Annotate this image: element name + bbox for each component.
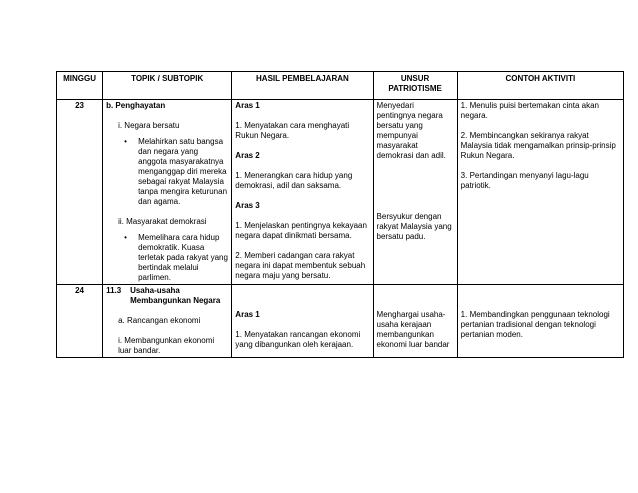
week-number: 24 [57,285,103,358]
table-row [57,100,624,285]
topic-number: 11.3 [106,286,122,295]
patriotism-cell [373,100,457,285]
list-item-text: Memelihara cara hidup demokratik. Kuasa terletak pada rakyat yang bertindak melalui parlimen. [138,233,228,282]
list-item [106,233,228,283]
header-unsur: UNSUR PATRIOTISME [373,72,457,100]
outcome-text: 2. Memberi cadangan cara rakyat negara ini dapat membentuk sebuah negara maju yang bersatu. [235,251,366,280]
subtopic: a. Rancangan ekonomi [118,316,201,325]
patriotism-text: Menyedari pentingnya negara bersatu yang mempunyai masyarakat demokrasi dan adil. [376,101,446,160]
subtopic: i. Negara bersatu [118,121,180,130]
header-minggu: MINGGU [57,72,103,100]
activity-text: 1. Membandingkan penggunaan teknologi pertanian tradisional dengan teknologi pertanian moden. [460,310,610,339]
outcome-text: 1. Menerangkan cara hidup yang demokrasi, adil dan saksama. [235,171,353,190]
activity-cell [457,285,623,358]
bullet-icon: • [124,233,127,242]
learning-outcome-cell [232,100,373,285]
topic-title: Usaha-usaha Membangunkan Negara [130,286,221,305]
activity-cell [457,100,623,285]
patriotism-text: Menghargai usaha-usaha kerajaan membangunkan ekonomi luar bandar [376,310,450,349]
outcome-text: 1. Menyatakan cara menghayati Rukun Negara. [235,121,350,140]
bullet-icon: • [124,137,127,146]
header-topik: TOPIK / SUBTOPIK [103,72,232,100]
level-label: Aras 1 [235,101,260,110]
level-label: Aras 3 [235,201,260,210]
subtopic: i. Membangunkan ekonomi luar bandar. [118,336,215,355]
patriotism-text: Bersyukur dengan rakyat Malaysia yang bersatu padu. [376,212,452,241]
list-item-text: Melahirkan satu bangsa dan negara yang anggota masyarakatnya menganggap diri mereka sebagai rakyat Malaysia tanpa mengira keturunan dan agama. [138,137,228,206]
header-aktiviti: CONTOH AKTIVITI [457,72,623,100]
table-row [57,285,624,358]
learning-outcome-cell [232,285,373,358]
topic-cell [103,100,232,285]
list-item [106,137,228,207]
subtopic: ii. Masyarakat demokrasi [118,217,207,226]
outcome-text: 1. Menjelaskan pentingnya kekayaan negara dapat dinikmati bersama. [235,221,367,240]
header-row [57,72,624,100]
topic-heading [106,286,228,306]
outcome-text: 1. Menyatakan rancangan ekonomi yang dibangunkan oleh kerajaan. [235,330,361,349]
level-label: Aras 2 [235,151,260,160]
level-label: Aras 1 [235,310,260,319]
topic-cell [103,285,232,358]
topic-heading: b. Penghayatan [106,101,166,110]
lesson-plan-table [56,71,624,358]
week-number: 23 [57,100,103,285]
activity-text: 2. Membincangkan sekiranya rakyat Malaysia tidak mengamalkan prinsip-prinsip Rukun Negara. [460,131,616,160]
activity-text: 1. Menulis puisi bertemakan cinta akan negara. [460,101,599,120]
header-hasil: HASIL PEMBELAJARAN [232,72,373,100]
activity-text: 3. Pertandingan menyanyi lagu-lagu patriotik. [460,171,589,190]
patriotism-cell [373,285,457,358]
